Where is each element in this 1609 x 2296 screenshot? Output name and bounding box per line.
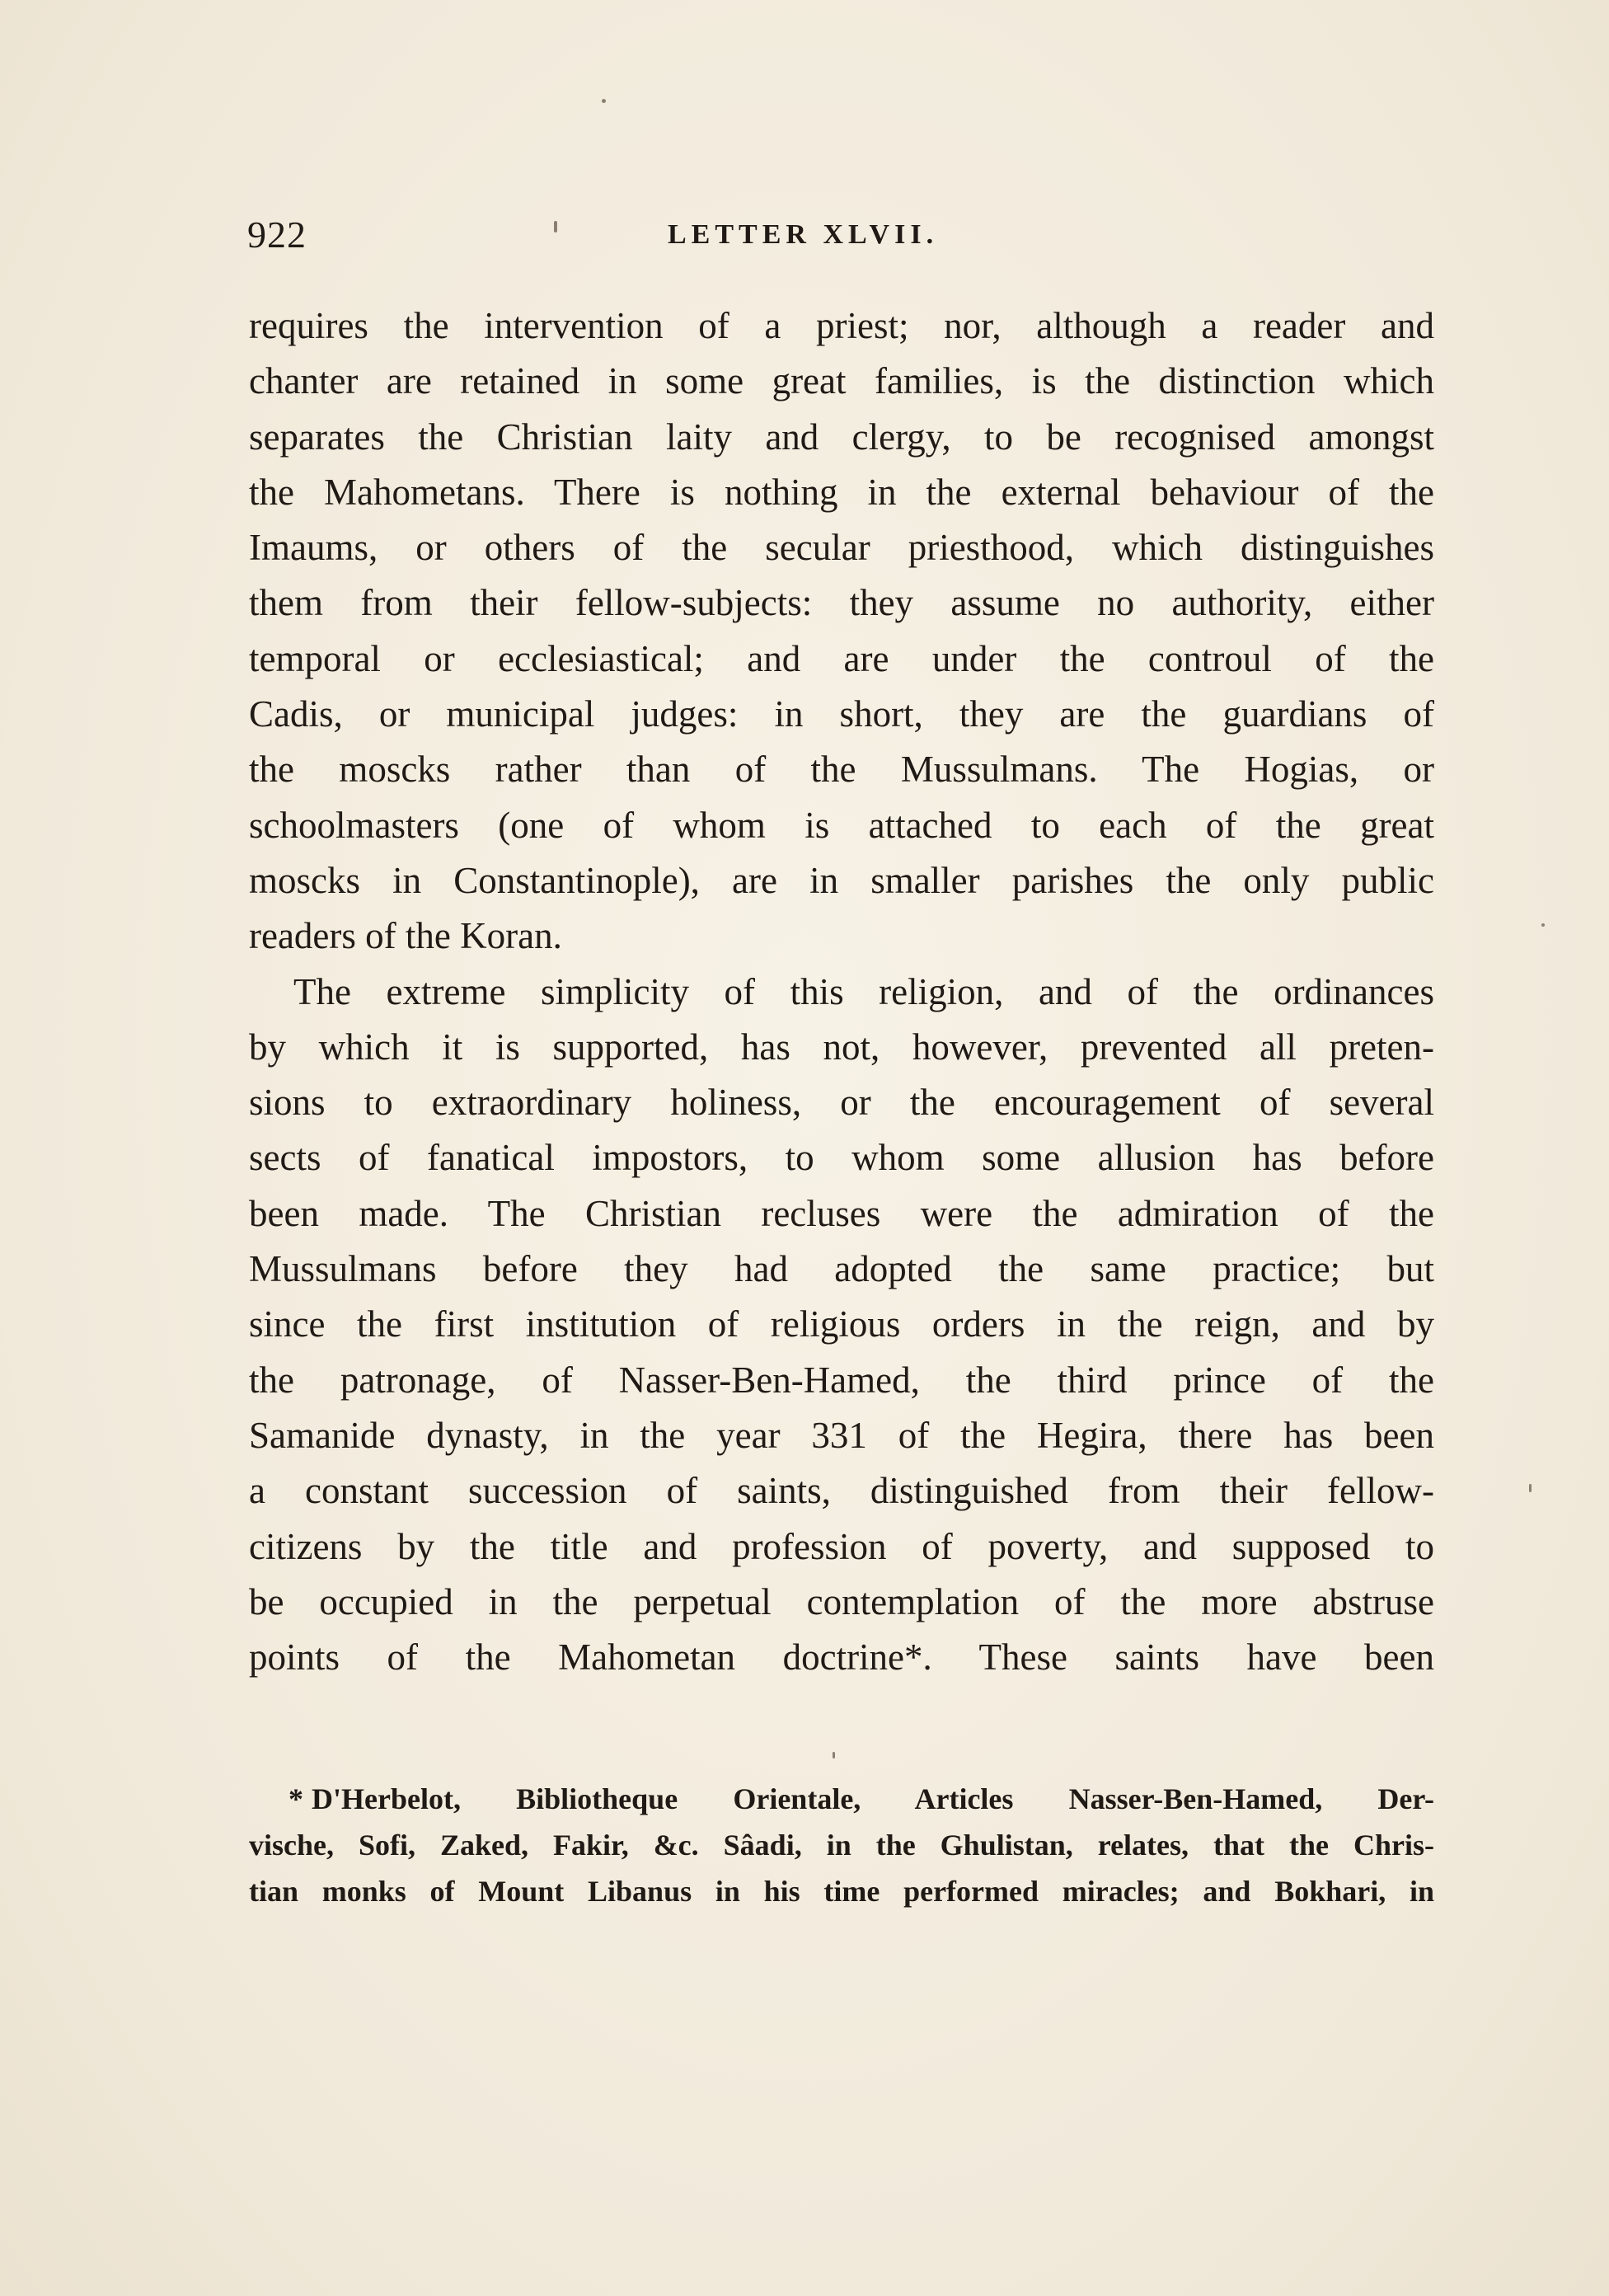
footnote-line bbox=[249, 1776, 1434, 1822]
text-line: the patronage, of Nasser-Ben-Hamed, the third prince of the bbox=[249, 1359, 1434, 1401]
text-line: them from their fellow-subjects: they assume no authority, either bbox=[249, 582, 1434, 624]
text-line: schoolmasters (one of whom is attached to each of the great bbox=[249, 804, 1434, 846]
footnote-text: D'Herbelot, Bibliotheque Orientale, Articles Nasser-Ben-Hamed, Der- bbox=[312, 1782, 1434, 1815]
text-line: points of the Mahometan doctrine*. These saints have been bbox=[249, 1636, 1434, 1679]
text-line: citizens by the title and profession of poverty, and supposed to bbox=[249, 1525, 1434, 1567]
text-line: Cadis, or municipal judges: in short, they are the guardians of bbox=[249, 693, 1434, 735]
text-line: temporal or ecclesiastical; and are under the controul of the bbox=[249, 637, 1434, 679]
paper-speck bbox=[554, 221, 557, 232]
text-line: be occupied in the perpetual contemplation of the more abstruse bbox=[249, 1580, 1434, 1622]
footnotes bbox=[249, 1776, 1434, 1914]
text-line: been made. The Christian recluses were the admiration of the bbox=[249, 1192, 1434, 1234]
text-line: Samanide dynasty, in the year 331 of the Hegira, there has been bbox=[249, 1414, 1434, 1456]
footnote-marker: * bbox=[288, 1782, 303, 1815]
page-number: 922 bbox=[247, 214, 307, 256]
text-line: the Mahometans. There is nothing in the external behaviour of the bbox=[249, 471, 1434, 513]
text-line: the moscks rather than of the Mussulmans. The Hogias, or bbox=[249, 749, 1434, 791]
text-line: moscks in Constantinople), are in smaller parishes the only public bbox=[249, 859, 1434, 901]
text-line: Imaums, or others of the secular priesthood, which distinguishes bbox=[249, 527, 1434, 569]
text-line: sions to extraordinary holiness, or the encouragement of several bbox=[249, 1082, 1434, 1124]
text-line: separates the Christian laity and clergy, to be recognised amongst bbox=[249, 416, 1434, 458]
text-line: since the first institution of religious orders in the reign, and by bbox=[249, 1303, 1434, 1345]
paper-speck bbox=[602, 99, 606, 103]
page-header bbox=[247, 213, 1434, 262]
text-line: requires the intervention of a priest; nor, although a reader and bbox=[249, 305, 1434, 346]
text-line: sects of fanatical impostors, to whom some allusion has before bbox=[249, 1137, 1434, 1179]
paper-speck bbox=[1529, 1484, 1532, 1492]
running-head: LETTER XLVII. bbox=[668, 219, 939, 250]
text-line: chanter are retained in some great families, is the distinction which bbox=[249, 360, 1434, 402]
footnote-line: tian monks of Mount Libanus in his time performed miracles; and Bokhari, in bbox=[249, 1875, 1434, 1908]
paper-speck bbox=[1541, 923, 1545, 927]
text-line: a constant succession of saints, distinguished from their fellow- bbox=[249, 1470, 1434, 1512]
paragraph-start-line: The extreme simplicity of this religion, and of the ordinances bbox=[293, 970, 1434, 1012]
body-text bbox=[249, 298, 1434, 1685]
footnote-line: vische, Sofi, Zaked, Fakir, &c. Sâadi, in the Ghulistan, relates, that the Chris- bbox=[249, 1829, 1434, 1862]
text-line: by which it is supported, has not, however, prevented all preten- bbox=[249, 1026, 1434, 1068]
paper-speck bbox=[833, 1752, 835, 1758]
text-line: Mussulmans before they had adopted the same practice; but bbox=[249, 1248, 1434, 1290]
text-line: readers of the Koran. bbox=[249, 915, 562, 957]
